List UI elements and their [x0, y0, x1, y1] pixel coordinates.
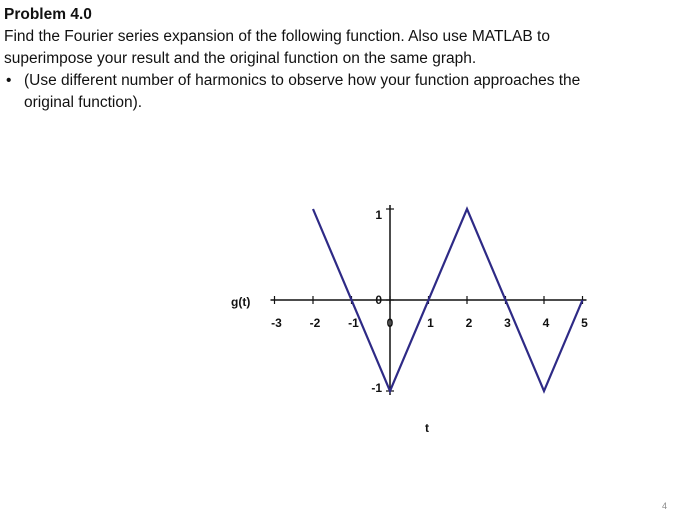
x-tick-label: 5: [581, 316, 588, 330]
x-tick-label: 0: [386, 316, 394, 330]
y-tick-label: -1: [371, 381, 382, 395]
problem-statement-line-2: superimpose your result and the original function on the same graph.: [4, 50, 477, 67]
y-tick-label: 1: [375, 208, 382, 222]
x-tick-label: -3: [271, 316, 282, 330]
problem-statement-line-1: Find the Fourier series expansion of the following function. Also use MATLAB to: [4, 28, 550, 45]
bullet-line-1: (Use different number of harmonics to observe how your function approaches the: [24, 72, 581, 89]
y-tick-label: 0: [375, 293, 382, 307]
x-tick-label: 1: [427, 316, 434, 330]
y-axis-label: g(t): [231, 295, 251, 309]
axis-ticks: [271, 208, 588, 395]
x-tick-label: -1: [348, 316, 359, 330]
page-number: 4: [661, 501, 667, 511]
bullet-line-2: original function).: [24, 94, 143, 111]
problem-title: Problem 4.0: [4, 6, 92, 23]
x-tick-label: 4: [542, 316, 550, 330]
bullet-icon: •: [6, 72, 12, 89]
x-tick-label: -2: [309, 316, 321, 330]
x-tick-label: 2: [465, 316, 473, 330]
axis-labels: [231, 295, 429, 435]
x-tick-label: 3: [504, 316, 511, 330]
x-axis-label: t: [425, 421, 429, 435]
